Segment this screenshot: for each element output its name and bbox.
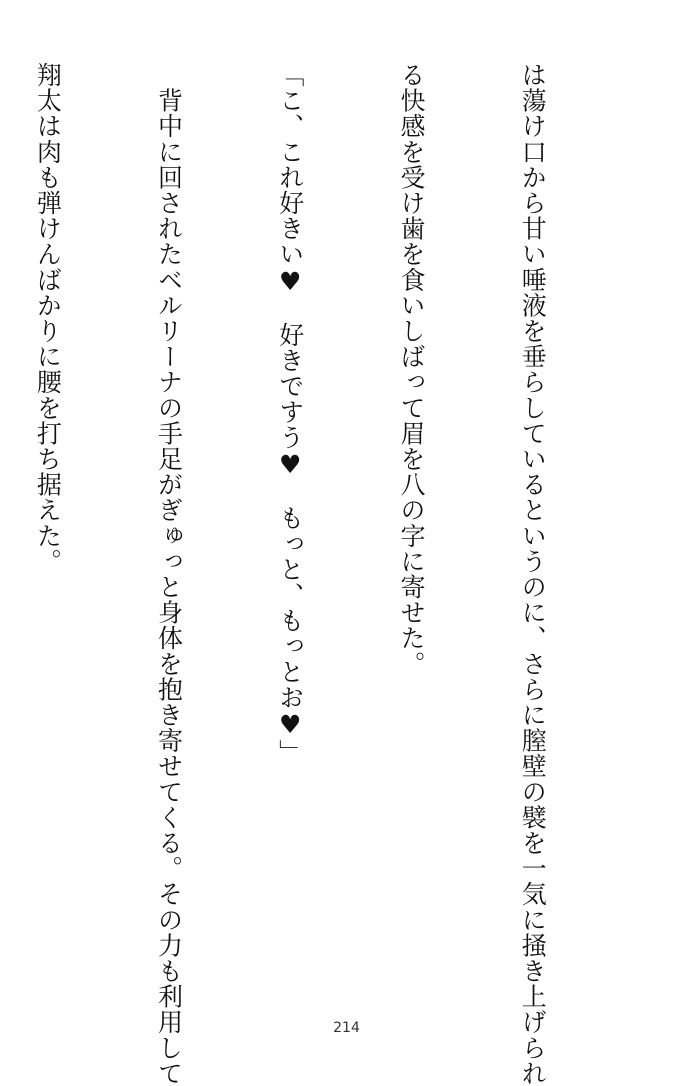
page-number: 214 — [333, 1020, 360, 1036]
text-line: は蕩け口から甘い唾液を垂らしているというのに、さらに膣壁の襞を一気に掻き上げられ — [518, 62, 548, 1086]
text-line: 「こ、これ好きい♥ 好きですう♥ もっと、もっとお♥」 — [275, 62, 305, 766]
text-line: る快感を受け歯を食いしばって眉を八の字に寄せた。 — [396, 62, 426, 677]
text-line: 翔太は肉も弾けんばかりに腰を打ち据えた。 — [33, 62, 63, 574]
text-line: 背中に回されたベルリーナの手足がぎゅっと身体を抱き寄せてくる。その力も利用して — [154, 62, 184, 1086]
